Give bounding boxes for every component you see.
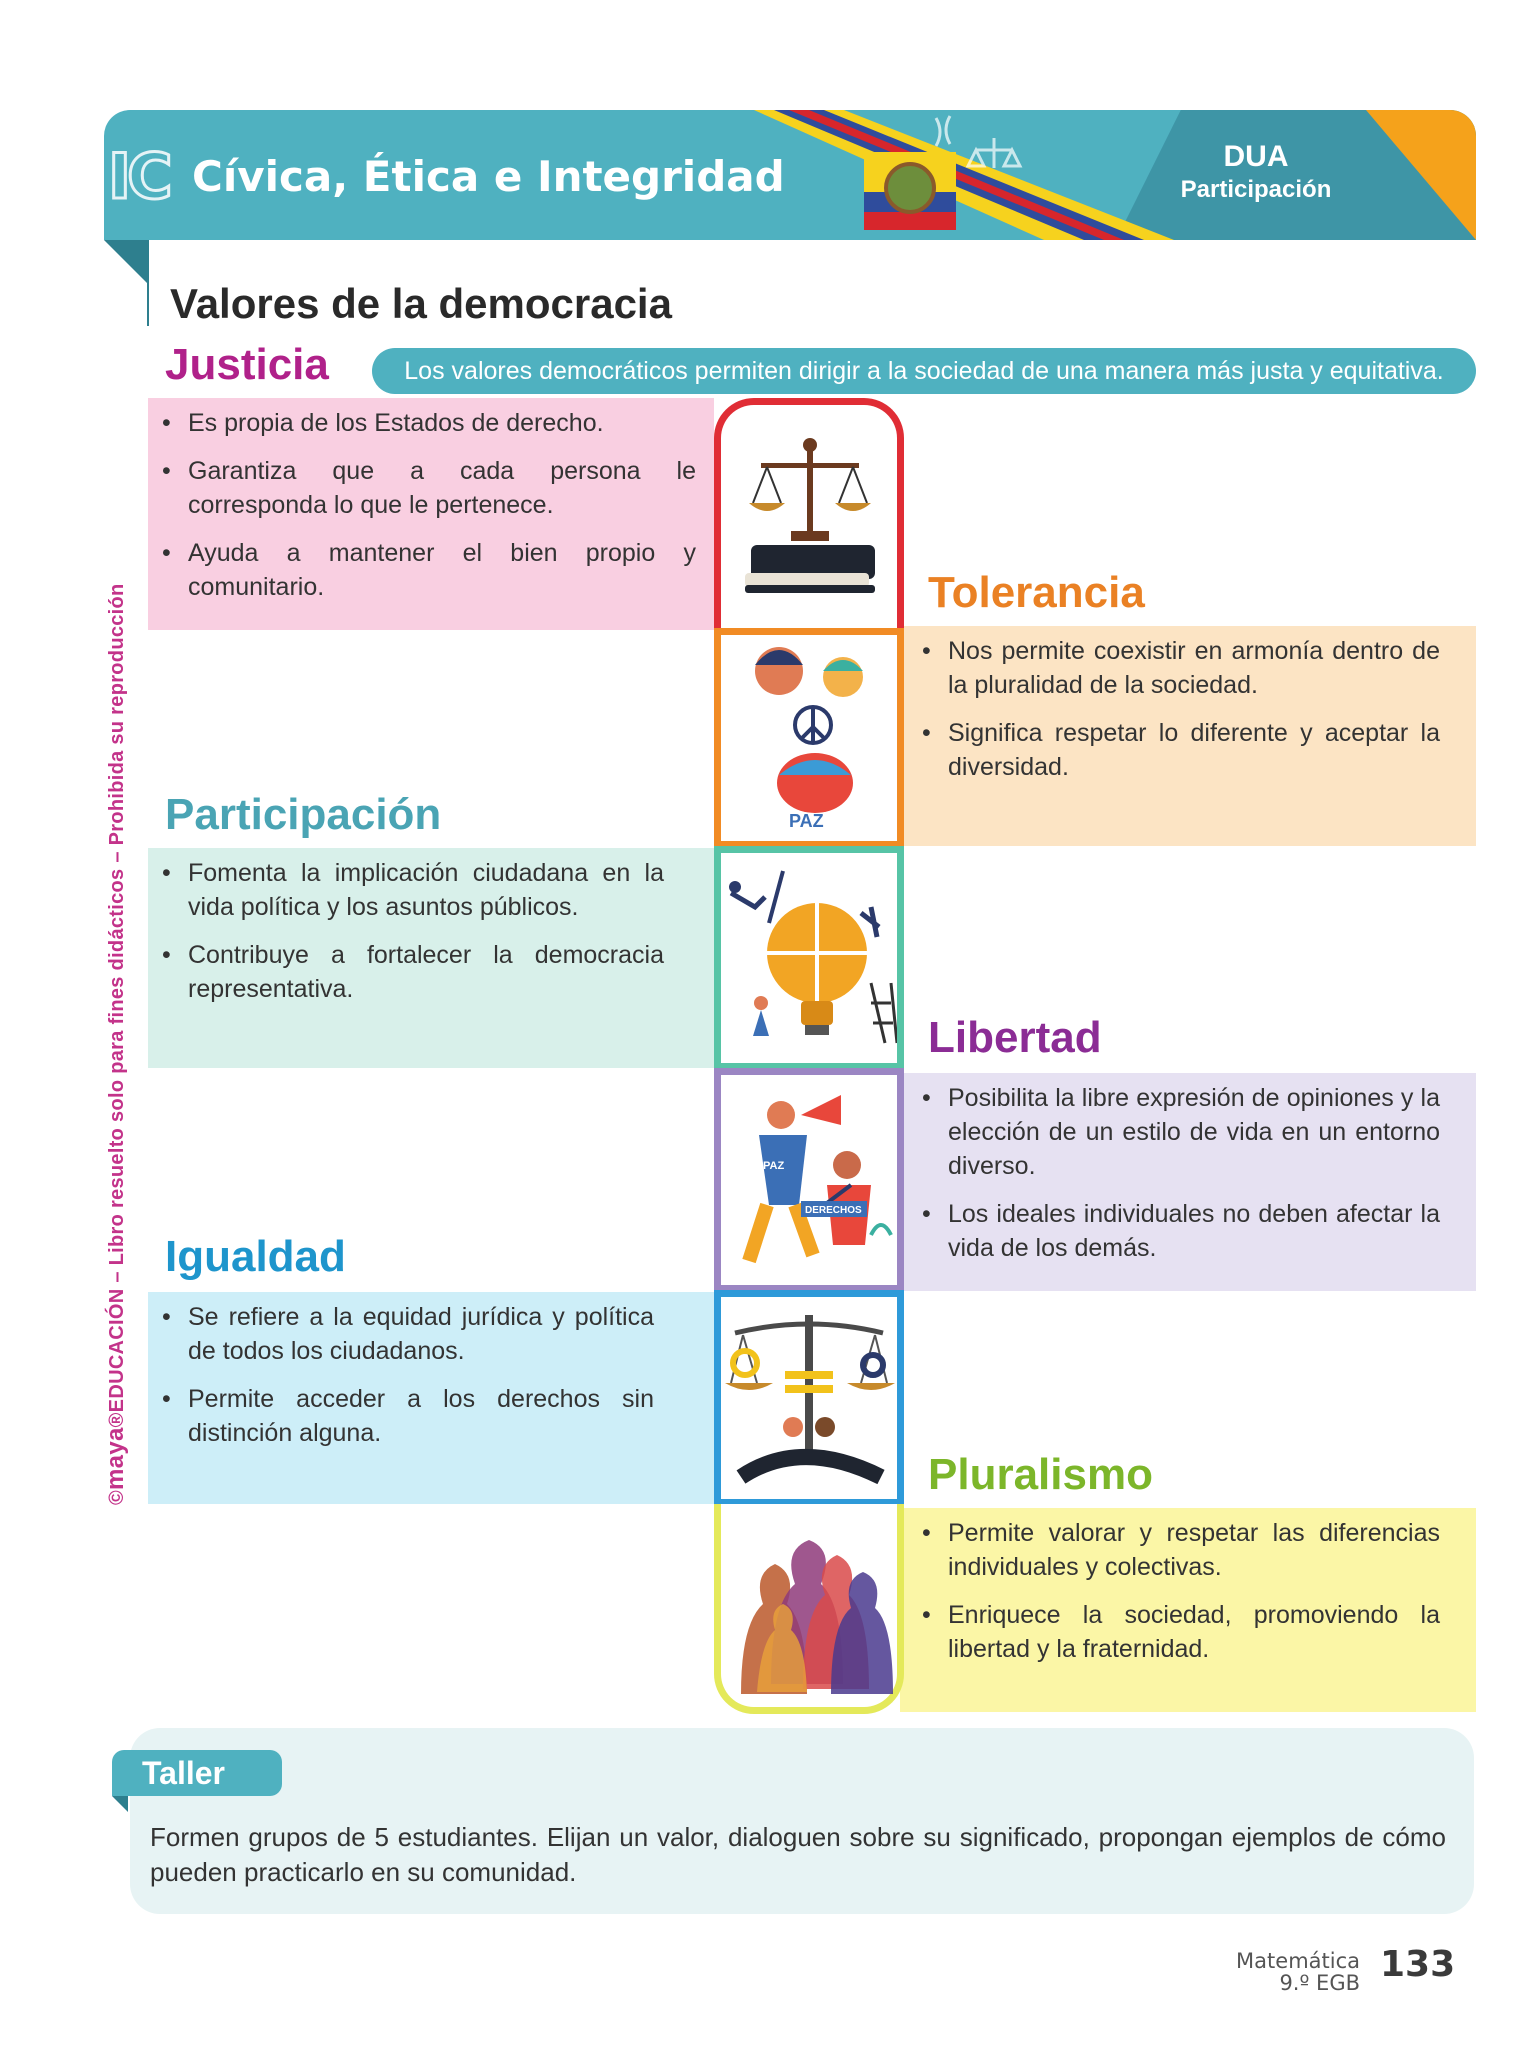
- flag-ribbon: [754, 110, 1174, 240]
- registered-symbol: ®: [106, 1412, 128, 1428]
- dua-label: DUA: [1223, 140, 1289, 173]
- scales-book-icon: [721, 405, 897, 630]
- list-item: • Contribuye a fortalecer la democracia representativa.: [162, 938, 664, 1006]
- illustration-justicia: [714, 398, 904, 630]
- list-item: • Nos permite coexistir en armonía dentro de la pluralidad de la sociedad.: [922, 634, 1440, 702]
- panel-igualdad: [148, 1292, 714, 1504]
- footer-grade: 9.º EGB: [1279, 1971, 1360, 1995]
- header-fold: [104, 240, 148, 284]
- taller-label: Taller: [112, 1750, 282, 1796]
- value-name-pluralismo: Pluralismo: [928, 1450, 1153, 1499]
- list-item: • Es propia de los Estados de derecho.: [162, 406, 696, 440]
- value-name-libertad: Libertad: [928, 1013, 1102, 1062]
- list-item: • Permite valorar y respetar las diferencias individuales y colectivas.: [922, 1516, 1440, 1584]
- subject-logo: IC: [108, 140, 169, 213]
- taller-text: Formen grupos de 5 estudiantes. Elijan un valor, dialoguen sobre su significado, propongan ejemplos de cómo pueden practicarlo en su comunidad.: [150, 1822, 1446, 1887]
- copyright-symbol: ©: [106, 1489, 128, 1505]
- value-name-tolerancia: Tolerancia: [928, 568, 1145, 617]
- puzzle-bulb-icon: [721, 853, 897, 1063]
- panel-pluralismo: [900, 1508, 1476, 1712]
- header-banner: [104, 110, 1476, 240]
- copyright-side-note: [102, 583, 130, 1505]
- list-item: • Garantiza que a cada persona le corresponda lo que le pertenece.: [162, 454, 696, 522]
- list-item: • Ayuda a mantener el bien propio y comunitario.: [162, 536, 696, 604]
- footer-subject: [1236, 1950, 1360, 1994]
- panel-libertad: [900, 1073, 1476, 1291]
- illustration-label-derechos: DERECHOS: [805, 1205, 862, 1216]
- list-item: • Significa respetar lo diferente y aceptar la diversidad.: [922, 716, 1440, 784]
- illustration-igualdad: [714, 1290, 904, 1506]
- header-divider: [147, 240, 149, 326]
- list-item: • Los ideales individuales no deben afectar la vida de los demás.: [922, 1197, 1440, 1265]
- illustration-tolerancia: [714, 628, 904, 848]
- balance-scale-icon: [721, 1297, 897, 1499]
- list-item: • Se refiere a la equidad jurídica y política de todos los ciudadanos.: [162, 1300, 654, 1368]
- brand-name: maya: [102, 1427, 129, 1490]
- list-item: • Enriquece la sociedad, promoviendo la libertad y la fraternidad.: [922, 1598, 1440, 1666]
- side-note-text: EDUCACIÓN – Libro resuelto solo para fines didácticos – Prohibida su reproducción: [106, 583, 128, 1413]
- list-item: • Permite acceder a los derechos sin distinción alguna.: [162, 1382, 654, 1450]
- illustration-label-paz: PAZ: [763, 1160, 785, 1172]
- people-silhouettes-icon: [721, 1504, 897, 1707]
- panel-tolerancia: [900, 626, 1476, 846]
- dua-badge: [1156, 140, 1356, 204]
- subject-title: Cívica, Ética e Integridad: [192, 152, 785, 201]
- value-name-participacion: Participación: [165, 790, 442, 839]
- panel-justicia: [148, 398, 714, 630]
- value-name-igualdad: Igualdad: [165, 1232, 346, 1281]
- dua-sub: Participación: [1180, 176, 1332, 203]
- illustration-pluralismo: [714, 1504, 904, 1714]
- intro-pill: Los valores democráticos permiten dirigir a la sociedad de una manera más justa y equitativa.: [372, 348, 1476, 394]
- taller-fold: [112, 1796, 128, 1812]
- page-number: 133: [1380, 1944, 1456, 1985]
- value-name-justicia: Justicia: [165, 340, 329, 389]
- diverse-faces-icon: [721, 635, 897, 841]
- footer-subject-name: Matemática: [1236, 1949, 1360, 1973]
- list-item: • Posibilita la libre expresión de opiniones y la elección de un estilo de vida en un entorno diverso.: [922, 1081, 1440, 1183]
- protest-people-icon: [721, 1075, 897, 1285]
- illustration-label-paz: PAZ: [789, 811, 824, 831]
- illustration-participacion: [714, 846, 904, 1070]
- illustration-libertad: [714, 1068, 904, 1292]
- list-item: • Fomenta la implicación ciudadana en la vida política y los asuntos públicos.: [162, 856, 664, 924]
- panel-participacion: [148, 848, 714, 1068]
- page-title: Valores de la democracia: [170, 280, 672, 327]
